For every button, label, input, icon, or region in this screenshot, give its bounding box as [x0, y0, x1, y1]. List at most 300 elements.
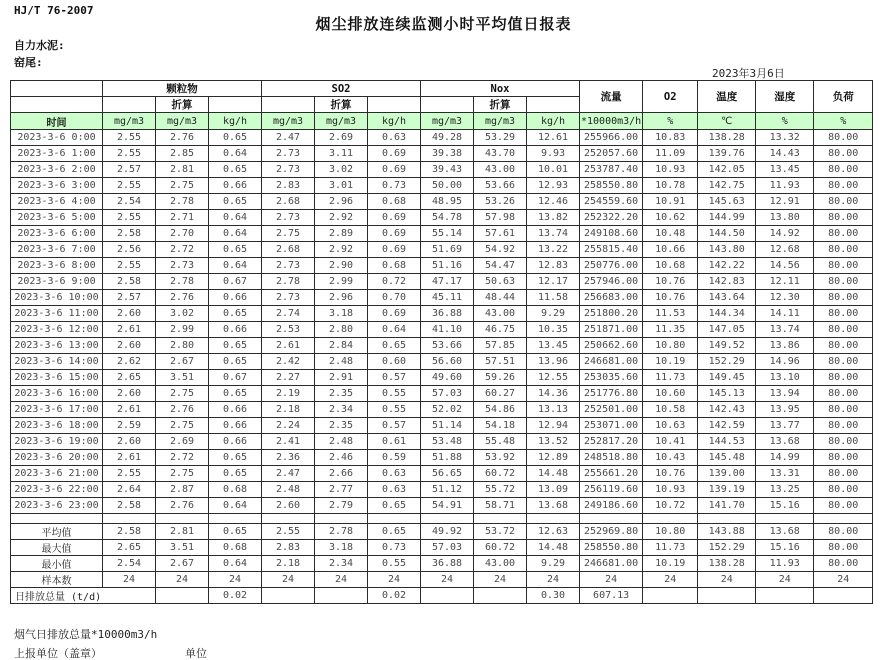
value-cell: 2.73 — [262, 290, 315, 306]
time-cell: 2023-3-6 13:00 — [11, 338, 103, 354]
report-unit-label: 上报单位（盖章） — [14, 647, 102, 660]
value-cell: 251776.80 — [580, 386, 643, 402]
group-nox: Nox — [421, 81, 580, 97]
value-cell: 0.66 — [209, 322, 262, 338]
summary-value-cell: 24 — [580, 572, 643, 588]
summary-value-cell: 2.65 — [103, 540, 156, 556]
value-cell: 2.96 — [315, 290, 368, 306]
value-cell: 45.11 — [421, 290, 474, 306]
value-cell: 11.73 — [643, 370, 698, 386]
value-cell: 10.76 — [643, 290, 698, 306]
value-cell: 2.96 — [315, 194, 368, 210]
summary-value-cell: 0.55 — [368, 556, 421, 572]
value-cell: 254559.60 — [580, 194, 643, 210]
value-cell: 0.63 — [368, 466, 421, 482]
value-cell: 0.64 — [209, 226, 262, 242]
summary-value-cell: 36.88 — [421, 556, 474, 572]
value-cell: 10.60 — [643, 386, 698, 402]
value-cell: 0.57 — [368, 370, 421, 386]
summary-value-cell: 12.63 — [527, 524, 580, 540]
value-cell: 142.59 — [698, 418, 756, 434]
value-cell: 53.66 — [474, 178, 527, 194]
value-cell: 2.18 — [262, 402, 315, 418]
value-cell: 0.69 — [368, 210, 421, 226]
summary-value-cell: 2.81 — [156, 524, 209, 540]
value-cell: 3.02 — [156, 306, 209, 322]
time-cell: 2023-3-6 16:00 — [11, 386, 103, 402]
value-cell: 2.74 — [262, 306, 315, 322]
summary-value-cell: 11.93 — [756, 556, 814, 572]
value-cell: 0.61 — [368, 434, 421, 450]
value-cell: 49.28 — [421, 130, 474, 146]
value-cell: 2.36 — [262, 450, 315, 466]
value-cell: 55.14 — [421, 226, 474, 242]
blank-cell — [11, 81, 103, 97]
value-cell: 2.68 — [262, 242, 315, 258]
value-cell: 2.62 — [103, 354, 156, 370]
value-cell: 57.03 — [421, 386, 474, 402]
value-cell: 149.45 — [698, 370, 756, 386]
value-cell: 2.55 — [103, 178, 156, 194]
value-cell: 51.12 — [421, 482, 474, 498]
table-row — [11, 498, 873, 514]
value-cell: 10.93 — [643, 162, 698, 178]
time-cell: 2023-3-6 19:00 — [11, 434, 103, 450]
value-cell: 152.29 — [698, 354, 756, 370]
summary-value-cell: 24 — [315, 572, 368, 588]
value-cell: 0.69 — [368, 162, 421, 178]
value-cell: 2.27 — [262, 370, 315, 386]
summary-value-cell: 2.34 — [315, 556, 368, 572]
value-cell: 2.77 — [315, 482, 368, 498]
blank-cell — [11, 514, 103, 524]
value-cell: 2.35 — [315, 386, 368, 402]
value-cell: 2.84 — [315, 338, 368, 354]
blank-cell — [209, 514, 262, 524]
value-cell: 80.00 — [814, 322, 873, 338]
value-cell: 14.56 — [756, 258, 814, 274]
value-cell: 256119.60 — [580, 482, 643, 498]
value-cell: 13.52 — [527, 434, 580, 450]
time-cell: 2023-3-6 3:00 — [11, 178, 103, 194]
value-cell: 80.00 — [814, 178, 873, 194]
value-cell: 255815.40 — [580, 242, 643, 258]
value-cell: 2.70 — [156, 226, 209, 242]
value-cell: 80.00 — [814, 386, 873, 402]
monitoring-table — [10, 80, 873, 604]
daily-total-cell: 0.30 — [527, 588, 580, 604]
value-cell: 2.60 — [262, 498, 315, 514]
value-cell: 80.00 — [814, 146, 873, 162]
value-cell: 0.66 — [209, 402, 262, 418]
value-cell: 52.02 — [421, 402, 474, 418]
value-cell: 14.11 — [756, 306, 814, 322]
value-cell: 80.00 — [814, 450, 873, 466]
value-cell: 13.22 — [527, 242, 580, 258]
value-cell: 48.44 — [474, 290, 527, 306]
value-cell: 2.54 — [103, 194, 156, 210]
value-cell: 80.00 — [814, 466, 873, 482]
value-cell: 149.52 — [698, 338, 756, 354]
value-cell: 2.73 — [262, 258, 315, 274]
value-cell: 57.51 — [474, 354, 527, 370]
value-cell: 2.61 — [262, 338, 315, 354]
value-cell: 0.68 — [368, 194, 421, 210]
value-cell: 2.53 — [262, 322, 315, 338]
summary-value-cell: 2.54 — [103, 556, 156, 572]
value-cell: 2.92 — [315, 242, 368, 258]
summary-label: 最大值 — [11, 540, 103, 556]
unit-cell: kg/h — [209, 113, 262, 130]
time-cell: 2023-3-6 17:00 — [11, 402, 103, 418]
value-cell: 13.45 — [527, 338, 580, 354]
value-cell: 143.64 — [698, 290, 756, 306]
value-cell: 53.26 — [474, 194, 527, 210]
value-cell: 250776.00 — [580, 258, 643, 274]
value-cell: 2.19 — [262, 386, 315, 402]
value-cell: 0.63 — [368, 482, 421, 498]
value-cell: 41.10 — [421, 322, 474, 338]
group-humidity: 湿度 — [756, 81, 814, 113]
value-cell: 0.65 — [209, 354, 262, 370]
value-cell: 2.69 — [156, 434, 209, 450]
value-cell: 0.73 — [368, 178, 421, 194]
time-cell: 2023-3-6 5:00 — [11, 210, 103, 226]
value-cell: 13.10 — [756, 370, 814, 386]
value-cell: 10.58 — [643, 402, 698, 418]
table-row — [11, 306, 873, 322]
value-cell: 2.41 — [262, 434, 315, 450]
blank-cell — [103, 97, 156, 113]
value-cell: 14.43 — [756, 146, 814, 162]
value-cell: 58.71 — [474, 498, 527, 514]
blank-cell — [421, 97, 474, 113]
value-cell: 53.29 — [474, 130, 527, 146]
value-cell: 11.53 — [643, 306, 698, 322]
value-cell: 2.24 — [262, 418, 315, 434]
value-cell: 2.55 — [103, 466, 156, 482]
value-cell: 12.93 — [527, 178, 580, 194]
value-cell: 2.71 — [156, 210, 209, 226]
time-cell: 2023-3-6 23:00 — [11, 498, 103, 514]
value-cell: 12.11 — [756, 274, 814, 290]
value-cell: 11.58 — [527, 290, 580, 306]
value-cell: 54.92 — [474, 242, 527, 258]
value-cell: 54.91 — [421, 498, 474, 514]
value-cell: 2.35 — [315, 418, 368, 434]
table-row — [11, 418, 873, 434]
value-cell: 2.34 — [315, 402, 368, 418]
value-cell: 10.93 — [643, 482, 698, 498]
value-cell: 2.85 — [156, 146, 209, 162]
time-cell: 2023-3-6 11:00 — [11, 306, 103, 322]
value-cell: 80.00 — [814, 338, 873, 354]
value-cell: 13.13 — [527, 402, 580, 418]
value-cell: 80.00 — [814, 354, 873, 370]
value-cell: 0.65 — [209, 338, 262, 354]
value-cell: 10.01 — [527, 162, 580, 178]
value-cell: 12.94 — [527, 418, 580, 434]
value-cell: 2.55 — [103, 210, 156, 226]
value-cell: 2.47 — [262, 466, 315, 482]
value-cell: 13.94 — [756, 386, 814, 402]
value-cell: 3.18 — [315, 306, 368, 322]
value-cell: 0.68 — [368, 258, 421, 274]
group-flow: 流量 — [580, 81, 643, 113]
value-cell: 2.61 — [103, 402, 156, 418]
value-cell: 2.75 — [156, 178, 209, 194]
summary-value-cell: 14.48 — [527, 540, 580, 556]
value-cell: 2.79 — [315, 498, 368, 514]
value-cell: 252817.20 — [580, 434, 643, 450]
value-cell: 2.66 — [315, 466, 368, 482]
value-cell: 255966.00 — [580, 130, 643, 146]
value-cell: 144.34 — [698, 306, 756, 322]
value-cell: 141.70 — [698, 498, 756, 514]
value-cell: 2.56 — [103, 242, 156, 258]
table-row — [11, 146, 873, 162]
value-cell: 13.25 — [756, 482, 814, 498]
summary-value-cell: 143.88 — [698, 524, 756, 540]
summary-value-cell: 152.29 — [698, 540, 756, 556]
summary-value-cell: 10.80 — [643, 524, 698, 540]
value-cell: 2.73 — [262, 146, 315, 162]
summary-value-cell: 2.78 — [315, 524, 368, 540]
time-cell: 2023-3-6 12:00 — [11, 322, 103, 338]
value-cell: 2.55 — [103, 146, 156, 162]
value-cell: 251800.20 — [580, 306, 643, 322]
unit-cell: kg/h — [527, 113, 580, 130]
value-cell: 80.00 — [814, 226, 873, 242]
value-cell: 12.61 — [527, 130, 580, 146]
value-cell: 2.64 — [103, 482, 156, 498]
time-cell: 2023-3-6 8:00 — [11, 258, 103, 274]
value-cell: 0.64 — [209, 146, 262, 162]
value-cell: 3.02 — [315, 162, 368, 178]
daily-total-cell — [698, 588, 756, 604]
value-cell: 49.60 — [421, 370, 474, 386]
value-cell: 250662.60 — [580, 338, 643, 354]
summary-label: 平均值 — [11, 524, 103, 540]
value-cell: 2.42 — [262, 354, 315, 370]
value-cell: 80.00 — [814, 402, 873, 418]
table-row — [11, 338, 873, 354]
value-cell: 0.65 — [368, 498, 421, 514]
value-cell: 56.60 — [421, 354, 474, 370]
value-cell: 80.00 — [814, 498, 873, 514]
summary-value-cell: 80.00 — [814, 540, 873, 556]
location-label: 窑尾: — [14, 56, 43, 69]
daily-total-cell — [262, 588, 315, 604]
value-cell: 139.19 — [698, 482, 756, 498]
value-cell: 12.17 — [527, 274, 580, 290]
time-cell: 2023-3-6 7:00 — [11, 242, 103, 258]
blank-cell — [698, 514, 756, 524]
value-cell: 2.48 — [315, 434, 368, 450]
daily-total-cell — [421, 588, 474, 604]
value-cell: 80.00 — [814, 370, 873, 386]
value-cell: 14.36 — [527, 386, 580, 402]
value-cell: 2.55 — [103, 258, 156, 274]
value-cell: 0.66 — [209, 290, 262, 306]
value-cell: 2.72 — [156, 242, 209, 258]
company-label: 自力水泥: — [14, 39, 65, 52]
value-cell: 0.67 — [209, 370, 262, 386]
value-cell: 2.68 — [262, 194, 315, 210]
value-cell: 2.91 — [315, 370, 368, 386]
value-cell: 53.92 — [474, 450, 527, 466]
value-cell: 12.91 — [756, 194, 814, 210]
value-cell: 0.57 — [368, 418, 421, 434]
value-cell: 2.48 — [262, 482, 315, 498]
value-cell: 0.65 — [209, 242, 262, 258]
summary-value-cell: 2.55 — [262, 524, 315, 540]
unit-cell: % — [814, 113, 873, 130]
value-cell: 142.05 — [698, 162, 756, 178]
value-cell: 50.00 — [421, 178, 474, 194]
table-row — [11, 322, 873, 338]
summary-row — [11, 556, 873, 572]
value-cell: 246681.00 — [580, 354, 643, 370]
value-cell: 13.77 — [756, 418, 814, 434]
value-cell: 59.26 — [474, 370, 527, 386]
value-cell: 55.48 — [474, 434, 527, 450]
unit-label: 单位 — [185, 647, 207, 660]
summary-value-cell: 0.65 — [368, 524, 421, 540]
summary-value-cell: 15.16 — [756, 540, 814, 556]
value-cell: 2.81 — [156, 162, 209, 178]
value-cell: 2.58 — [103, 274, 156, 290]
table-row — [11, 434, 873, 450]
value-cell: 11.35 — [643, 322, 698, 338]
value-cell: 10.83 — [643, 130, 698, 146]
value-cell: 2.78 — [156, 274, 209, 290]
value-cell: 256683.00 — [580, 290, 643, 306]
summary-value-cell: 49.92 — [421, 524, 474, 540]
value-cell: 0.72 — [368, 274, 421, 290]
group-particulate: 颗粒物 — [103, 81, 262, 97]
value-cell: 2.75 — [156, 418, 209, 434]
time-cell: 2023-3-6 20:00 — [11, 450, 103, 466]
value-cell: 80.00 — [814, 274, 873, 290]
value-cell: 12.68 — [756, 242, 814, 258]
summary-value-cell: 2.83 — [262, 540, 315, 556]
value-cell: 0.64 — [368, 322, 421, 338]
value-cell: 2.60 — [103, 386, 156, 402]
value-cell: 11.93 — [756, 178, 814, 194]
value-cell: 10.62 — [643, 210, 698, 226]
summary-value-cell: 80.00 — [814, 524, 873, 540]
value-cell: 10.63 — [643, 418, 698, 434]
value-cell: 39.43 — [421, 162, 474, 178]
value-cell: 53.66 — [421, 338, 474, 354]
value-cell: 2.73 — [262, 210, 315, 226]
time-cell: 2023-3-6 0:00 — [11, 130, 103, 146]
table-row — [11, 482, 873, 498]
value-cell: 2.73 — [156, 258, 209, 274]
summary-value-cell: 53.72 — [474, 524, 527, 540]
value-cell: 13.86 — [756, 338, 814, 354]
value-cell: 2.80 — [315, 322, 368, 338]
value-cell: 10.35 — [527, 322, 580, 338]
value-cell: 80.00 — [814, 306, 873, 322]
summary-value-cell: 24 — [156, 572, 209, 588]
hourly-rows — [11, 130, 873, 524]
value-cell: 14.92 — [756, 226, 814, 242]
value-cell: 3.01 — [315, 178, 368, 194]
summary-value-cell: 2.67 — [156, 556, 209, 572]
value-cell: 80.00 — [814, 194, 873, 210]
value-cell: 60.72 — [474, 466, 527, 482]
blank-cell — [756, 514, 814, 524]
value-cell: 51.69 — [421, 242, 474, 258]
value-cell: 2.59 — [103, 418, 156, 434]
value-cell: 0.65 — [209, 130, 262, 146]
value-cell: 13.68 — [527, 498, 580, 514]
summary-value-cell: 60.72 — [474, 540, 527, 556]
summary-label: 最小值 — [11, 556, 103, 572]
blank-cell — [156, 514, 209, 524]
value-cell: 13.09 — [527, 482, 580, 498]
value-cell: 80.00 — [814, 130, 873, 146]
summary-label: 样本数 — [11, 572, 103, 588]
value-cell: 0.55 — [368, 386, 421, 402]
value-cell: 13.96 — [527, 354, 580, 370]
value-cell: 15.16 — [756, 498, 814, 514]
value-cell: 10.80 — [643, 338, 698, 354]
value-cell: 252322.20 — [580, 210, 643, 226]
value-cell: 36.88 — [421, 306, 474, 322]
value-cell: 80.00 — [814, 242, 873, 258]
value-cell: 10.43 — [643, 450, 698, 466]
value-cell: 255661.20 — [580, 466, 643, 482]
value-cell: 2.90 — [315, 258, 368, 274]
daily-total-cell — [643, 588, 698, 604]
value-cell: 80.00 — [814, 482, 873, 498]
summary-value-cell: 80.00 — [814, 556, 873, 572]
value-cell: 0.65 — [209, 306, 262, 322]
time-cell: 2023-3-6 22:00 — [11, 482, 103, 498]
unit-cell: mg/m3 — [156, 113, 209, 130]
time-cell: 2023-3-6 15:00 — [11, 370, 103, 386]
unit-cell: % — [643, 113, 698, 130]
value-cell: 54.47 — [474, 258, 527, 274]
value-cell: 39.38 — [421, 146, 474, 162]
value-cell: 10.41 — [643, 434, 698, 450]
standard-code: HJ/T 76-2007 — [14, 4, 94, 17]
value-cell: 10.76 — [643, 274, 698, 290]
value-cell: 43.00 — [474, 162, 527, 178]
summary-value-cell: 11.73 — [643, 540, 698, 556]
value-cell: 10.91 — [643, 194, 698, 210]
value-cell: 139.76 — [698, 146, 756, 162]
units-row — [11, 113, 873, 130]
summary-value-cell: 24 — [698, 572, 756, 588]
value-cell: 2.48 — [315, 354, 368, 370]
table-row — [11, 258, 873, 274]
daily-total-cell — [814, 588, 873, 604]
table-row — [11, 450, 873, 466]
value-cell: 57.98 — [474, 210, 527, 226]
value-cell: 3.11 — [315, 146, 368, 162]
blank-cell — [527, 514, 580, 524]
summary-row — [11, 540, 873, 556]
value-cell: 0.64 — [209, 498, 262, 514]
value-cell: 0.65 — [209, 194, 262, 210]
value-cell: 12.83 — [527, 258, 580, 274]
value-cell: 0.69 — [368, 226, 421, 242]
value-cell: 10.72 — [643, 498, 698, 514]
